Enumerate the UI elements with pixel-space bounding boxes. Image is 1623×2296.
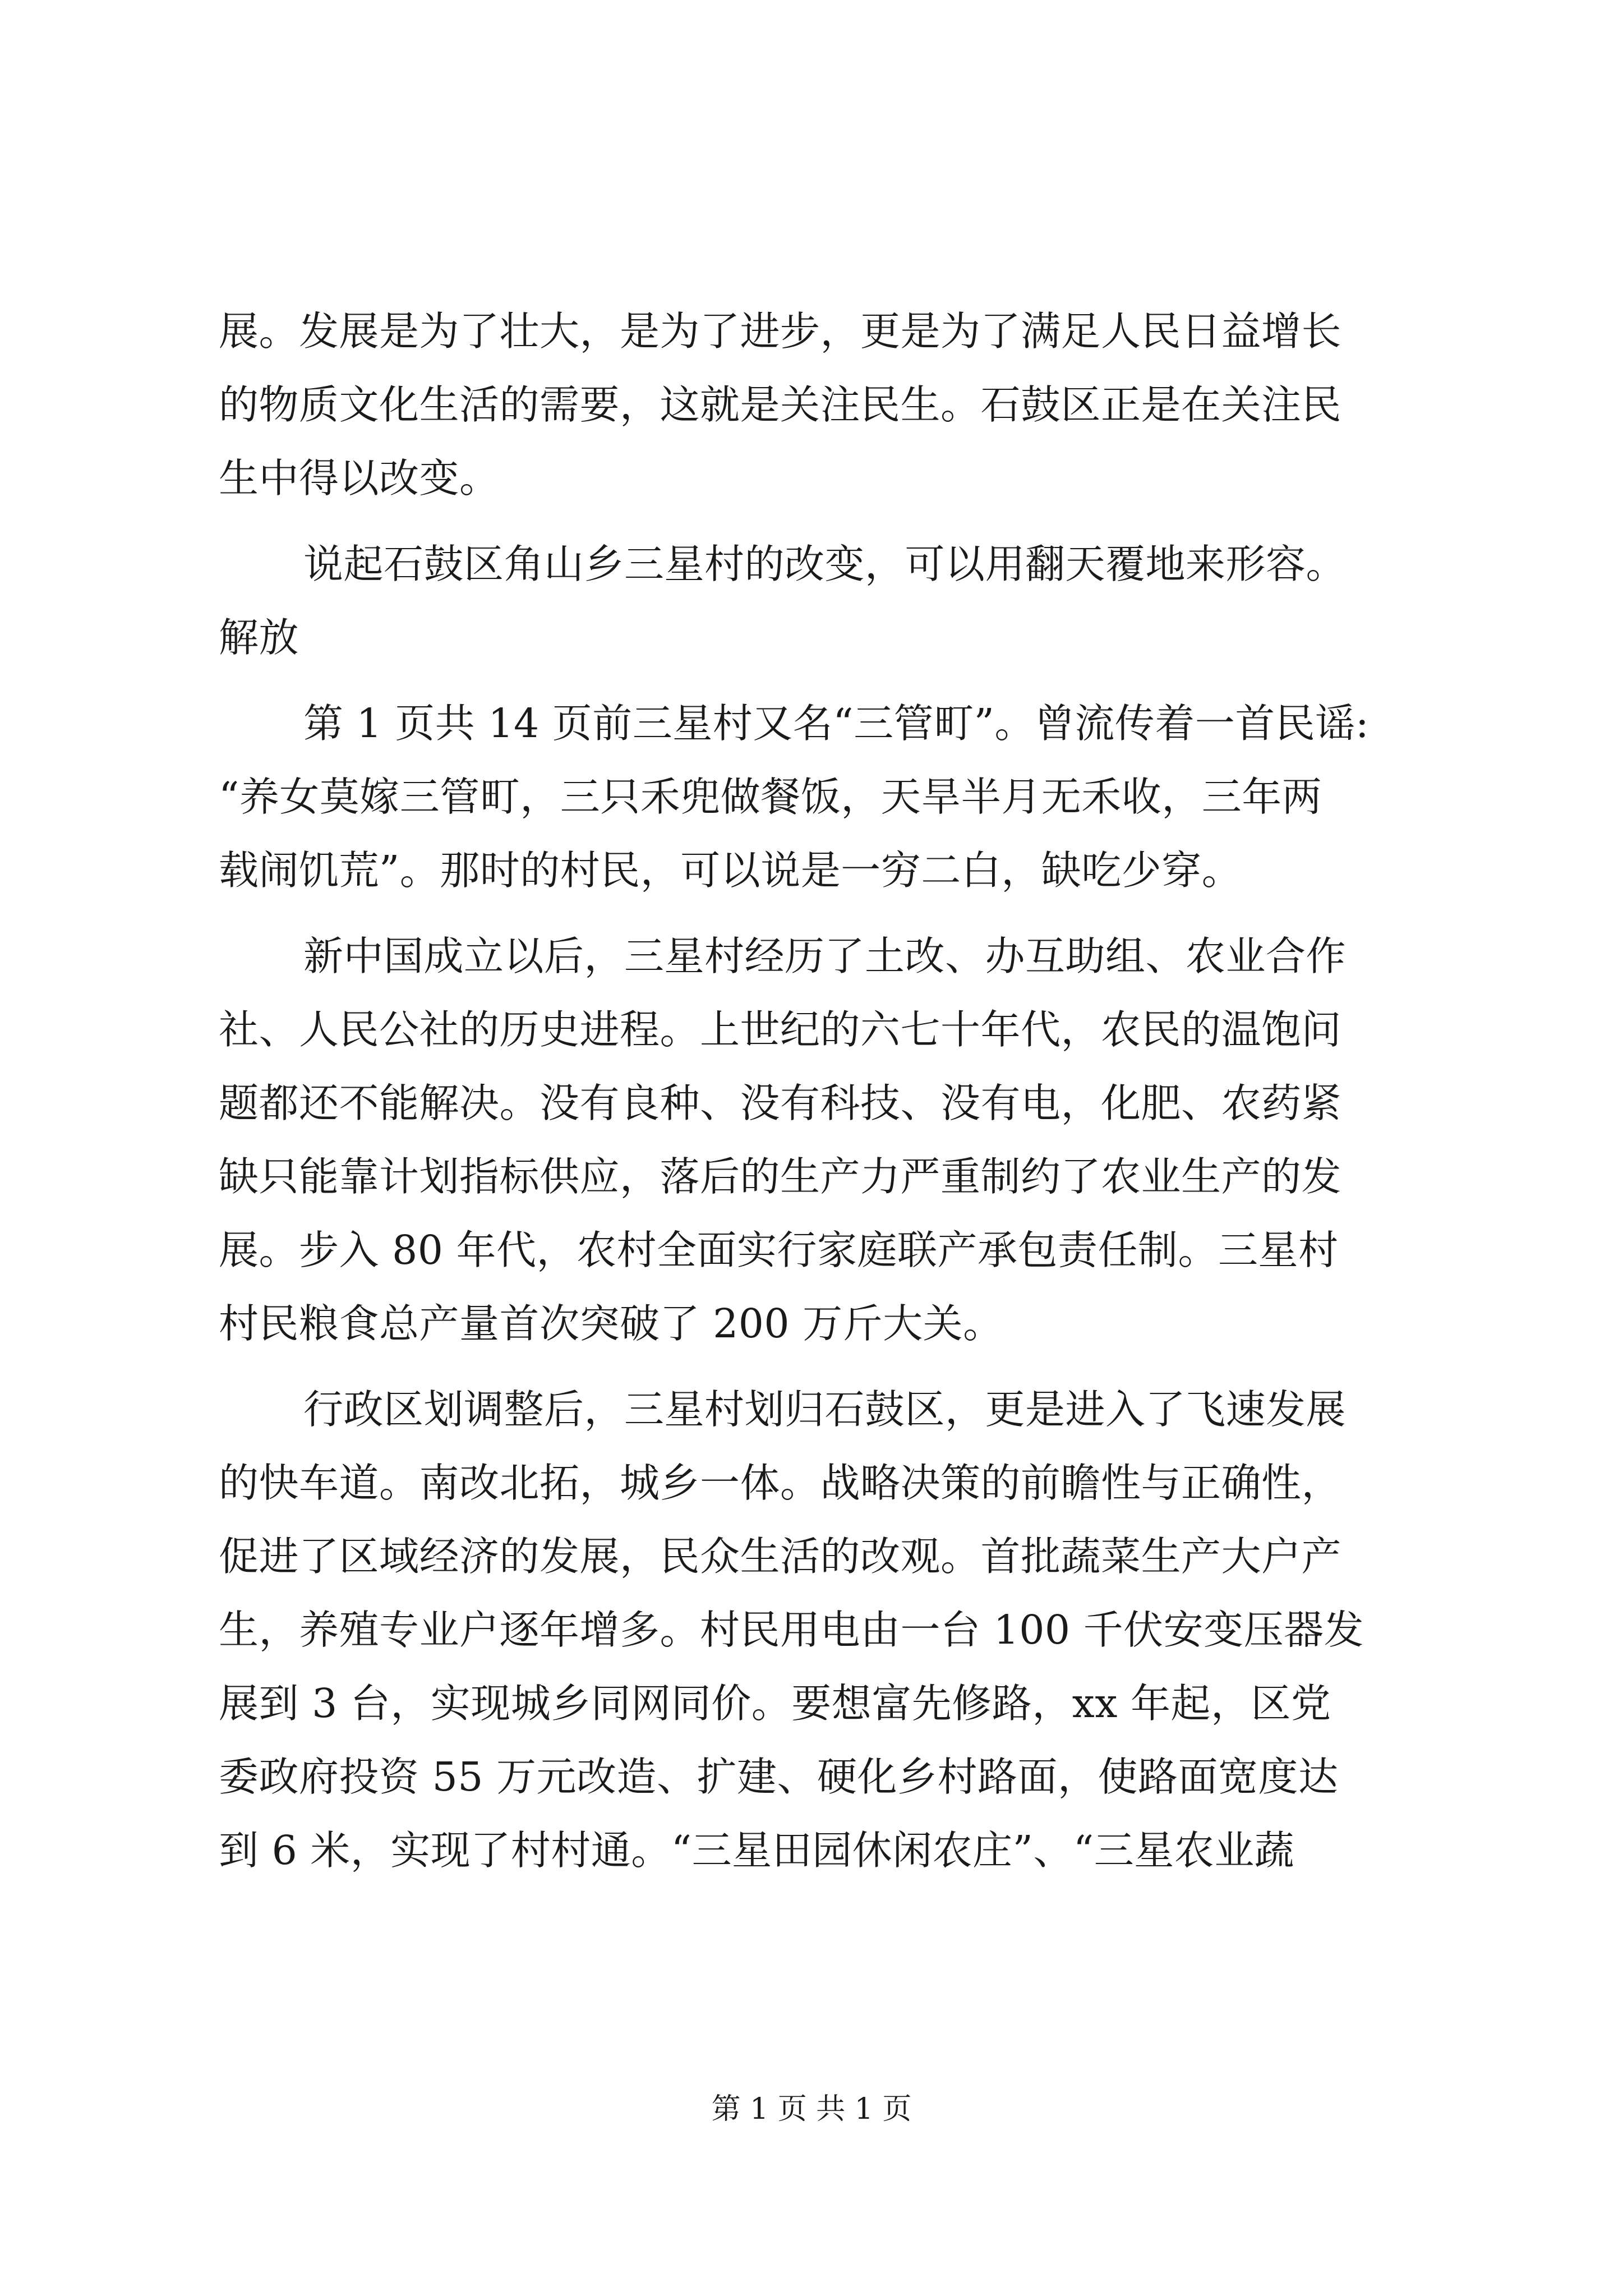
text-line: “养女莫嫁三管町，三只禾兜做餐饭，天旱半月无禾收，三年两	[219, 774, 1322, 820]
document-body	[219, 295, 1419, 1899]
text-line: 展。发展是为了壮大，是为了进步，更是为了满足人民日益增长	[219, 308, 1342, 355]
page-footer	[0, 2090, 1623, 2129]
text-line: 展到 3 台，实现城乡同网同价。要想富先修路，xx 年起，区党	[219, 1680, 1331, 1727]
text-line: 的物质文化生活的需要，这就是关注民生。石鼓区正是在关注民	[219, 381, 1342, 428]
text-line: 促进了区域经济的发展，民众生活的改观。首批蔬菜生产大户产	[219, 1533, 1342, 1580]
text-line: 缺只能靠计划指标供应，落后的生产力严重制约了农业生产的发	[219, 1153, 1342, 1200]
text-line: 到 6 米，实现了村村通。“三星田园休闲农庄”、“三星农业蔬	[219, 1827, 1295, 1874]
paragraph-3	[219, 687, 1419, 907]
text-line: 委政府投资 55 万元改造、扩建、硬化乡村路面，使路面宽度达	[219, 1754, 1339, 1800]
text-line: 的快车道。南改北拓，城乡一体。战略决策的前瞻性与正确性，	[219, 1460, 1342, 1506]
text-line: 村民粮食总产量首次突破了 200 万斤大关。	[219, 1300, 1003, 1347]
text-line: 社、人民公社的历史进程。上世纪的六七十年代，农民的温饱问	[219, 1006, 1342, 1053]
text-line: 说起石鼓区角山乡三星村的改变，可以用翻天覆地来形容。	[303, 541, 1347, 587]
page-number-label: 第 1 页 共 1 页	[711, 2092, 912, 2126]
text-line: 题都还不能解决。没有良种、没有科技、没有电，化肥、农药紧	[219, 1080, 1342, 1126]
paragraph-5	[219, 1373, 1419, 1887]
paragraph-1	[219, 295, 1419, 515]
text-line: 生中得以改变。	[219, 455, 500, 501]
text-line: 展。步入 80 年代，农村全面实行家庭联产承包责任制。三星村	[219, 1227, 1339, 1273]
text-line: 新中国成立以后，三星村经历了土改、办互助组、农业合作	[303, 933, 1347, 979]
text-line: 载闹饥荒”。那时的村民，可以说是一穷二白，缺吃少穿。	[219, 847, 1242, 894]
paragraph-4	[219, 919, 1419, 1360]
text-line: 行政区划调整后，三星村划归石鼓区，更是进入了飞速发展	[303, 1386, 1347, 1433]
text-line: 生，养殖专业户逐年增多。村民用电由一台 100 千伏安变压器发	[219, 1607, 1364, 1653]
text-line: 第 1 页共 14 页前三星村又名“三管町”。曾流传着一首民谣:	[303, 700, 1370, 747]
text-line: 解放	[219, 614, 299, 661]
paragraph-2	[219, 527, 1419, 674]
